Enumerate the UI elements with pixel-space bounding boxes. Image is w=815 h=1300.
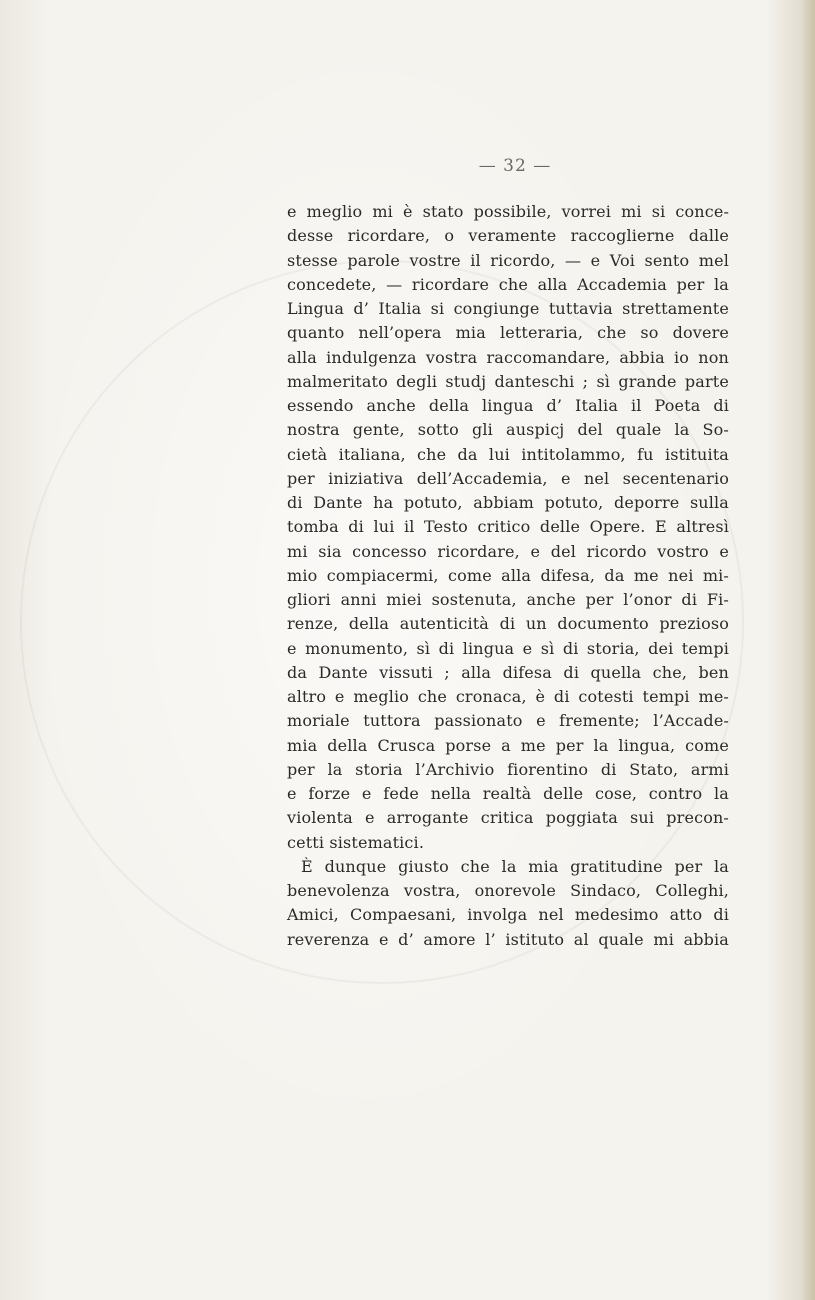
text-line: cietà italiana, che da lui intitolammo, fu istituita xyxy=(287,444,729,464)
text-line: malmeritato degli studj danteschi ; sì grande parte xyxy=(287,371,729,391)
text-line: e monumento, sì di lingua e sì di storia, dei tempi xyxy=(287,638,729,658)
text-line: desse ricordare, o veramente raccoglierne dalle xyxy=(287,226,729,246)
text-line: Lingua d’ Italia si congiunge tuttavia strettamente xyxy=(287,299,729,318)
text-line: gliori anni miei sostenuta, anche per l’onor di Fi- xyxy=(287,590,729,609)
text-line: quanto nell’opera mia letteraria, che so dovere xyxy=(287,323,729,343)
text-line: e meglio mi è stato possibile, vorrei mi si conce- xyxy=(287,202,729,221)
text-line: Amici, Compaesani, involga nel medesimo atto di xyxy=(287,905,729,925)
text-line: mi sia concesso ricordare, e del ricordo vostro e xyxy=(287,541,729,561)
body-text xyxy=(287,200,729,952)
text-line: essendo anche della lingua d’ Italia il Poeta di xyxy=(287,396,729,415)
text-line: concedete, — ricordare che alla Accademia per la xyxy=(287,274,729,294)
text-line: È dunque giusto che la mia gratitudine per la xyxy=(301,856,729,876)
text-line: violenta e arrogante critica poggiata sui precon- xyxy=(287,808,729,828)
text-line: cetti sistematici. xyxy=(287,832,425,852)
text-line: stesse parole vostre il ricordo, — e Voi sento mel xyxy=(287,250,729,270)
text-line: da Dante vissuti ; alla difesa di quella che, ben xyxy=(287,662,729,682)
text-line: per iniziativa dell’Accademia, e nel secentenario xyxy=(287,468,729,488)
text-line: di Dante ha potuto, abbiam potuto, deporre sulla xyxy=(287,493,729,512)
page-number: — 32 — xyxy=(478,156,552,176)
page-edge-shading xyxy=(801,0,815,1300)
text-line: e forze e fede nella realtà delle cose, contro la xyxy=(287,784,729,803)
text-line: moriale tuttora passionato e fremente; l’Accade- xyxy=(287,711,729,731)
text-line: benevolenza vostra, onorevole Sindaco, Colleghi, xyxy=(287,881,729,900)
text-line: tomba di lui il Testo critico delle Opere. E altresì xyxy=(287,517,729,537)
text-line: per la storia l’Archivio fiorentino di Stato, armi xyxy=(287,759,729,779)
text-line: reverenza e d’ amore l’ istituto al quale mi abbia xyxy=(287,929,729,949)
text-line: nostra gente, sotto gli auspicj del quale la So- xyxy=(287,420,729,440)
text-line: mio compiacermi, come alla difesa, da me nei mi- xyxy=(287,565,729,585)
text-line: alla indulgenza vostra raccomandare, abbia io non xyxy=(287,347,729,367)
text-line: altro e meglio che cronaca, è di cotesti tempi me- xyxy=(287,687,729,706)
text-line: renze, della autenticità di un documento prezioso xyxy=(287,614,729,634)
text-line: mia della Crusca porse a me per la lingua, come xyxy=(287,735,729,755)
